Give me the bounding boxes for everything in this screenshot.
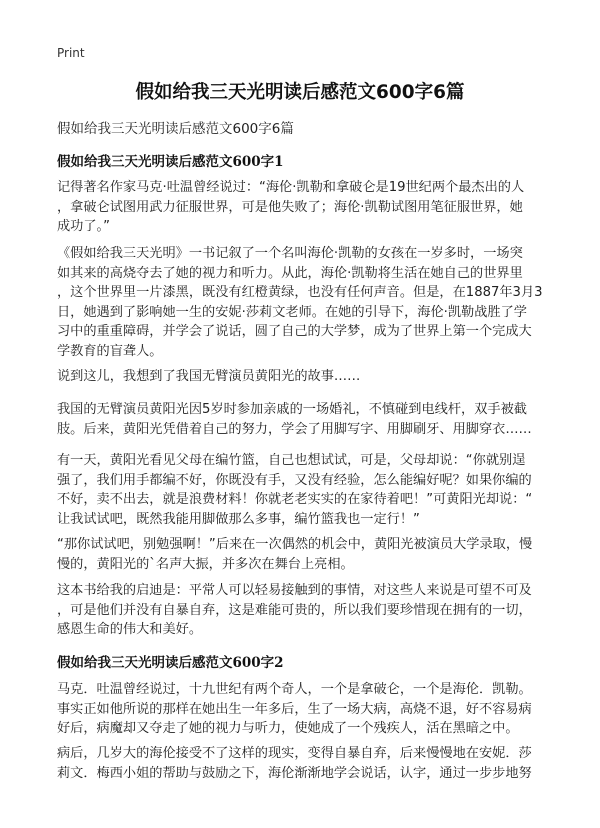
paragraph-line: 日，她遇到了影响她一生的安妮·莎莉文老师。在她的引导下，海伦·凯勒战胜了学 [57, 304, 527, 320]
paragraph-line: 肢。后来，黄阳光凭借着自己的努力，学会了用脚写字、用脚刷牙、用脚穿衣…… [57, 421, 532, 437]
paragraph-line: 好后，病魔却又夺走了她的视力与听力，使她成了一个残疾人，活在黑暗之中。 [57, 721, 519, 736]
paragraph-line: 强了，我们用手都编不好，你既没有手，又没有经验，怎么能编好呢？如果你编的 [57, 472, 532, 488]
paragraph-line: 有一天，黄阳光看见父母在编竹篮，自己也想试试，可是，父母却说：“你就别逞 [57, 453, 526, 468]
paragraph [57, 535, 547, 574]
paragraph-line: 莉文．梅西小姐的帮助与鼓励之下，海伦渐渐地学会说话，认字，通过一步步地努 [57, 765, 532, 781]
paragraph-line: 如其来的高烧夺去了她的视力和听力。从此，海伦·凯勒将生活在她自己的世界里 [57, 265, 523, 281]
paragraph-line: 成功了。” [57, 219, 110, 234]
paragraph-line: 让我试试吧，既然我能用脚做那么多事，编竹篮我也一定行！” [57, 511, 420, 527]
paragraph [57, 581, 547, 640]
paragraph-line: 不好，卖不出去，就是浪费材料！你就老老实实的在家待着吧！”可黄阳光却说：“ [57, 492, 533, 507]
paragraph-line: ，可是他们并没有自暴自弃，这是难能可贵的，所以我们要珍惜现在拥有的一切， [57, 602, 532, 618]
paragraph-line: ，拿破仑试图用武力征服世界，可是他失败了；海伦·凯勒试图用笔征服世界，她 [57, 199, 523, 215]
page-subtitle: 假如给我三天光明读后感范文600字6篇 [57, 121, 294, 137]
section-heading-1: 假如给我三天光明读后感范文600字1 [57, 154, 284, 170]
paragraph-line: ，这个世界里一片漆黑，既没有红橙黄绿，也没有任何声音。但是，在1887年3月3 [57, 285, 543, 300]
paragraph-line: 学教育的盲聋人。 [57, 343, 163, 359]
section-heading-2: 假如给我三天光明读后感范文600字2 [57, 655, 284, 671]
paragraph-line: 《假如给我三天光明》一书记叙了一个名叫海伦·凯勒的女孩在一岁多时，一场突 [57, 246, 523, 261]
paragraph-line: “那你试试吧，别勉强啊！”后来在一次偶然的机会中，黄阳光被演员大学录取，慢 [57, 537, 533, 552]
paragraph-line: 马克．吐温曾经说过，十九世纪有两个奇人，一个是拿破仑，一个是海伦．凯勒。 [57, 682, 532, 697]
paragraph [57, 744, 547, 783]
paragraph-line: 记得著名作家马克·吐温曾经说过：“海伦·凯勒和拿破仑是19世纪两个最杰出的人 [57, 180, 525, 195]
paragraph-line: 习中的重重障碍，并学会了说话，圆了自己的大学梦，成为了世界上第一个完成大 [57, 324, 532, 339]
paragraph [57, 244, 547, 361]
print-label[interactable]: Print [57, 46, 85, 60]
paragraph-line: 这本书给我的启迪是：平常人可以轻易接触到的事情，对这些人来说是可望不可及 [57, 583, 532, 598]
paragraph-line: 我国的无臂演员黄阳光因5岁时参加亲戚的一场婚礼，不慎碰到电线杆，双手被截 [57, 402, 527, 417]
paragraph [57, 178, 547, 237]
paragraph [57, 400, 547, 439]
paragraph-line: 慢的，黄阳光的`名声大振，并多次在舞台上亮相。 [57, 556, 354, 572]
paragraph [57, 367, 547, 387]
paragraph-line: 事实正如他所说的那样在她出生一年多后，生了一场大病，高烧不退，好不容易病 [57, 701, 532, 717]
paragraph-line: 病后，几岁大的海伦接受不了这样的现实，变得自暴自弃，后来慢慢地在安妮．莎 [57, 746, 532, 761]
paragraph-line: 感恩生命的伟大和美好。 [57, 622, 203, 637]
paragraph [57, 680, 547, 739]
paragraph-line: 说到这儿，我想到了我国无臂演员黄阳光的故事…… [57, 369, 361, 384]
paragraph [57, 451, 547, 529]
page-title: 假如给我三天光明读后感范文600字6篇 [135, 82, 465, 103]
